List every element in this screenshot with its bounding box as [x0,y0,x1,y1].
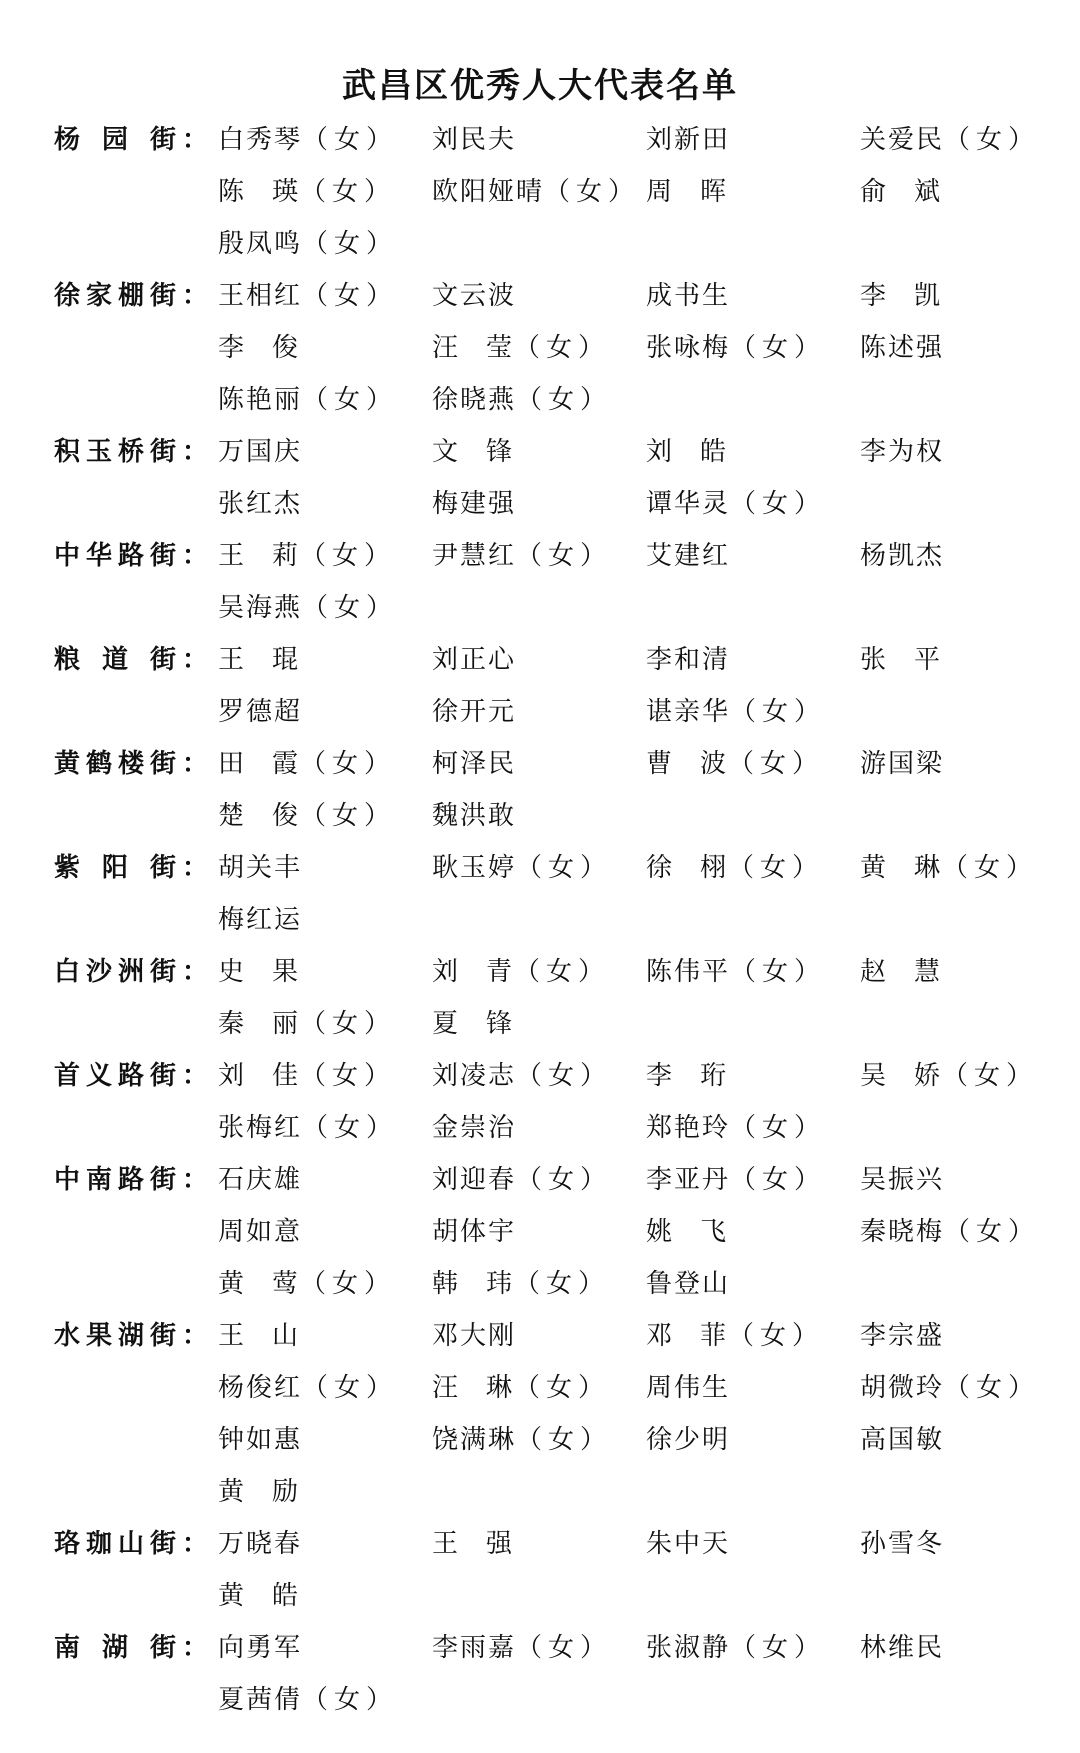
female-mark: （女） [728,853,825,883]
representative-name [860,1312,944,1360]
name-text: 谭华灵 [646,489,731,519]
representative-name [646,116,730,164]
representative-name [218,1000,396,1048]
female-mark: （女） [302,593,399,623]
name-text: 周伟生 [646,1373,731,1403]
street-label: 积玉桥街 [54,437,176,467]
female-mark: （女） [300,1269,397,1299]
name-text: 黄琳 [860,853,969,883]
representative-name [432,740,516,788]
representative-name [432,1260,610,1308]
representative-name [218,792,396,840]
name-text: 李俊 [218,333,327,363]
female-mark: （女） [300,801,397,831]
name-text: 徐晓燕 [432,385,517,415]
female-mark: （女） [730,697,827,727]
list-row [0,688,1080,740]
representative-name [218,1208,302,1256]
female-mark: （女） [730,1113,827,1143]
street-label: 南湖街 [54,1633,176,1663]
representative-name [218,1624,302,1672]
representative-name [860,636,968,684]
name-text: 鲁登山 [646,1269,731,1299]
street-label: 水果湖街 [54,1321,176,1351]
representative-name [432,1156,612,1204]
female-mark: （女） [514,957,611,987]
name-text: 秦丽 [218,1009,327,1039]
name-text: 曹波 [646,749,755,779]
representative-name [432,1312,516,1360]
name-text: 李亚丹 [646,1165,731,1195]
name-text: 罗德超 [218,697,303,727]
representative-list [0,116,1080,1728]
representative-name [860,1208,1040,1256]
name-text: 张红杰 [218,489,303,519]
name-text: 刘新田 [646,125,731,155]
street-label: 首义路街 [54,1061,176,1091]
name-text: 白秀琴 [218,125,303,155]
list-row [0,1312,1080,1364]
representative-name [218,168,396,216]
list-row [0,896,1080,948]
name-text: 刘佳 [218,1061,327,1091]
female-mark: （女） [514,1373,611,1403]
representative-name [646,1104,826,1152]
representative-name [432,532,612,580]
representative-name [218,1364,398,1412]
list-row [0,428,1080,480]
female-mark: （女） [730,333,827,363]
name-text: 刘凌志 [432,1061,517,1091]
representative-name [646,480,826,528]
representative-name [218,1156,302,1204]
name-text: 欧阳娅晴 [432,177,545,207]
female-mark: （女） [514,1269,611,1299]
list-row [0,584,1080,636]
name-text: 李凯 [860,281,969,311]
representative-name [218,1416,302,1464]
representative-name [646,428,754,476]
name-text: 黄莺 [218,1269,327,1299]
list-row [0,948,1080,1000]
list-row [0,532,1080,584]
female-mark: （女） [544,177,641,207]
street-label: 白沙洲街 [54,957,176,987]
representative-name [218,220,398,268]
name-text: 韩玮 [432,1269,541,1299]
female-mark: （女） [516,853,613,883]
representative-name [860,1624,944,1672]
representative-name [218,272,398,320]
representative-name [432,324,610,372]
name-text: 杨凯杰 [860,541,945,571]
representative-name [218,740,396,788]
street-label: 珞珈山街 [54,1529,176,1559]
name-text: 陈述强 [860,333,945,363]
name-text: 徐少明 [646,1425,731,1455]
female-mark: （女） [300,749,397,779]
name-text: 王相红 [218,281,303,311]
representative-name [646,1156,826,1204]
name-text: 文云波 [432,281,517,311]
list-row [0,116,1080,168]
street-colon: ： [182,1633,209,1663]
representative-name [218,1260,396,1308]
female-mark: （女） [514,333,611,363]
name-text: 吴海燕 [218,593,303,623]
list-row [0,792,1080,844]
female-mark: （女） [944,1217,1041,1247]
representative-name [432,844,612,892]
female-mark: （女） [300,1061,397,1091]
female-mark: （女） [302,125,399,155]
name-text: 殷凤鸣 [218,229,303,259]
representative-name [860,532,944,580]
name-text: 田霞 [218,749,327,779]
representative-name [860,168,968,216]
female-mark: （女） [516,1165,613,1195]
representative-name [218,1676,398,1724]
representative-name [218,480,302,528]
name-text: 陈艳丽 [218,385,303,415]
representative-name [432,1624,612,1672]
name-text: 陈伟平 [646,957,731,987]
list-row [0,272,1080,324]
name-text: 夏茜倩 [218,1685,303,1715]
representative-name [860,1364,1040,1412]
representative-name [646,1260,730,1308]
representative-name [432,1364,610,1412]
list-row [0,1520,1080,1572]
street-label: 徐家棚街 [54,281,176,311]
name-text: 陈瑛 [218,177,327,207]
list-row [0,1260,1080,1312]
list-row [0,1572,1080,1624]
representative-name [646,324,826,372]
street-colon: ： [182,437,209,467]
representative-name [432,272,516,320]
representative-name [432,480,516,528]
representative-name [218,428,302,476]
name-text: 邓大刚 [432,1321,517,1351]
street-colon: ： [182,1529,209,1559]
representative-name [218,688,302,736]
street-colon: ： [182,1165,209,1195]
name-text: 李雨嘉 [432,1633,517,1663]
female-mark: （女） [728,1321,825,1351]
female-mark: （女） [730,1633,827,1663]
name-text: 徐开元 [432,697,517,727]
street-label: 紫阳街 [54,853,176,883]
female-mark: （女） [516,1061,613,1091]
representative-name [218,1468,326,1516]
representative-name [218,116,398,164]
female-mark: （女） [516,541,613,571]
list-row [0,1676,1080,1728]
female-mark: （女） [516,1425,613,1455]
name-text: 周如意 [218,1217,303,1247]
name-text: 姚飞 [646,1217,755,1247]
name-text: 俞斌 [860,177,969,207]
name-text: 汪莹 [432,333,541,363]
representative-name [646,1520,730,1568]
name-text: 吴振兴 [860,1165,945,1195]
female-mark: （女） [944,1373,1041,1403]
name-text: 邓菲 [646,1321,755,1351]
representative-name [218,376,398,424]
representative-name [646,1052,754,1100]
name-text: 孙雪冬 [860,1529,945,1559]
female-mark: （女） [302,1685,399,1715]
name-text: 李珩 [646,1061,755,1091]
list-row [0,740,1080,792]
name-text: 柯泽民 [432,749,517,779]
representative-name [646,1364,730,1412]
name-text: 刘皓 [646,437,755,467]
name-text: 向勇军 [218,1633,303,1663]
name-text: 饶满琳 [432,1425,517,1455]
list-row [0,1104,1080,1156]
name-text: 李为权 [860,437,945,467]
name-text: 胡体宇 [432,1217,517,1247]
representative-name [646,636,730,684]
street-label: 粮道街 [54,645,176,675]
representative-name [432,376,612,424]
list-row [0,480,1080,532]
name-text: 杨俊红 [218,1373,303,1403]
representative-name [860,324,944,372]
name-text: 张淑静 [646,1633,731,1663]
representative-name [218,1520,302,1568]
representative-name [432,1052,612,1100]
street-colon: ： [182,281,209,311]
name-text: 石庆雄 [218,1165,303,1195]
name-text: 刘正心 [432,645,517,675]
female-mark: （女） [302,281,399,311]
representative-name [646,168,754,216]
name-text: 徐栩 [646,853,755,883]
list-row [0,1052,1080,1104]
name-text: 汪琳 [432,1373,541,1403]
name-text: 艾建红 [646,541,731,571]
female-mark: （女） [730,1165,827,1195]
street-colon: ： [182,1321,209,1351]
name-text: 刘迎春 [432,1165,517,1195]
representative-name [860,428,944,476]
representative-name [646,740,824,788]
name-text: 史果 [218,957,327,987]
representative-name [860,1052,1038,1100]
list-row [0,1624,1080,1676]
representative-name [646,1312,824,1360]
name-text: 胡微玲 [860,1373,945,1403]
representative-name [218,532,396,580]
name-text: 赵慧 [860,957,969,987]
street-colon: ： [182,541,209,571]
representative-name [432,428,540,476]
female-mark: （女） [300,1009,397,1039]
name-text: 关爱民 [860,125,945,155]
name-text: 郑艳玲 [646,1113,731,1143]
representative-name [860,948,968,996]
female-mark: （女） [302,385,399,415]
representative-name [860,272,968,320]
female-mark: （女） [300,541,397,571]
representative-name [646,1624,826,1672]
street-colon: ： [182,853,209,883]
representative-name [860,740,944,788]
page-title: 武昌区优秀人大代表名单 [342,66,738,106]
name-text: 谌亲华 [646,697,731,727]
representative-name [218,324,326,372]
list-row [0,1000,1080,1052]
name-text: 梅建强 [432,489,517,519]
name-text: 王山 [218,1321,327,1351]
list-row [0,636,1080,688]
representative-name [218,1104,398,1152]
name-text: 游国梁 [860,749,945,779]
name-text: 朱中天 [646,1529,731,1559]
name-text: 王琨 [218,645,327,675]
street-colon: ： [182,645,209,675]
list-row [0,324,1080,376]
name-text: 梅红运 [218,905,303,935]
representative-name [860,1520,944,1568]
representative-name [218,844,302,892]
name-text: 金崇治 [432,1113,517,1143]
name-text: 张平 [860,645,969,675]
female-mark: （女） [942,853,1039,883]
name-text: 李宗盛 [860,1321,945,1351]
list-row [0,1468,1080,1520]
female-mark: （女） [730,957,827,987]
representative-name [646,688,826,736]
list-row [0,376,1080,428]
representative-name [432,948,610,996]
representative-name [432,792,516,840]
name-text: 高国敏 [860,1425,945,1455]
representative-name [432,168,640,216]
name-text: 楚俊 [218,801,327,831]
representative-name [432,1208,516,1256]
representative-name [218,896,302,944]
representative-name [432,1520,540,1568]
female-mark: （女） [516,385,613,415]
representative-name [646,1208,754,1256]
street-label: 中华路街 [54,541,176,571]
female-mark: （女） [944,125,1041,155]
representative-name [432,636,516,684]
representative-name [218,1572,326,1620]
name-text: 周晖 [646,177,755,207]
name-text: 万晓春 [218,1529,303,1559]
street-colon: ： [182,749,209,779]
name-text: 张梅红 [218,1113,303,1143]
name-text: 刘青 [432,957,541,987]
list-row [0,1208,1080,1260]
representative-name [646,272,730,320]
list-row [0,1156,1080,1208]
name-text: 张咏梅 [646,333,731,363]
name-text: 黄皓 [218,1581,327,1611]
list-row [0,220,1080,272]
name-text: 文锋 [432,437,541,467]
female-mark: （女） [730,489,827,519]
list-row [0,1364,1080,1416]
name-text: 秦晓梅 [860,1217,945,1247]
name-text: 成书生 [646,281,731,311]
street-label: 中南路街 [54,1165,176,1195]
representative-name [432,688,516,736]
street-label: 黄鹤楼街 [54,749,176,779]
representative-name [646,844,824,892]
representative-name [646,532,730,580]
name-text: 刘民夫 [432,125,517,155]
list-row [0,168,1080,220]
name-text: 尹慧红 [432,541,517,571]
female-mark: （女） [516,1633,613,1663]
representative-name [432,116,516,164]
representative-name [860,1416,944,1464]
representative-name [218,636,326,684]
representative-name [860,1156,944,1204]
female-mark: （女） [300,177,397,207]
list-row [0,1416,1080,1468]
representative-name [218,948,326,996]
street-colon: ： [182,1061,209,1091]
representative-name [860,844,1038,892]
street-label: 杨园街 [54,125,176,155]
name-text: 胡关丰 [218,853,303,883]
list-row [0,844,1080,896]
name-text: 万国庆 [218,437,303,467]
female-mark: （女） [302,1113,399,1143]
representative-name [218,584,398,632]
name-text: 李和清 [646,645,731,675]
representative-name [646,1416,730,1464]
representative-name [432,1000,540,1048]
name-text: 林维民 [860,1633,945,1663]
street-colon: ： [182,957,209,987]
female-mark: （女） [942,1061,1039,1091]
name-text: 黄励 [218,1477,327,1507]
female-mark: （女） [302,229,399,259]
name-text: 魏洪敢 [432,801,517,831]
female-mark: （女） [728,749,825,779]
representative-name [860,116,1040,164]
representative-name [432,1416,612,1464]
representative-name [646,948,826,996]
name-text: 王强 [432,1529,541,1559]
name-text: 夏锋 [432,1009,541,1039]
street-colon: ： [182,125,209,155]
name-text: 王莉 [218,541,327,571]
representative-name [432,1104,516,1152]
female-mark: （女） [302,1373,399,1403]
representative-name [218,1052,396,1100]
name-text: 耿玉婷 [432,853,517,883]
name-text: 吴娇 [860,1061,969,1091]
representative-name [218,1312,326,1360]
name-text: 钟如惠 [218,1425,303,1455]
